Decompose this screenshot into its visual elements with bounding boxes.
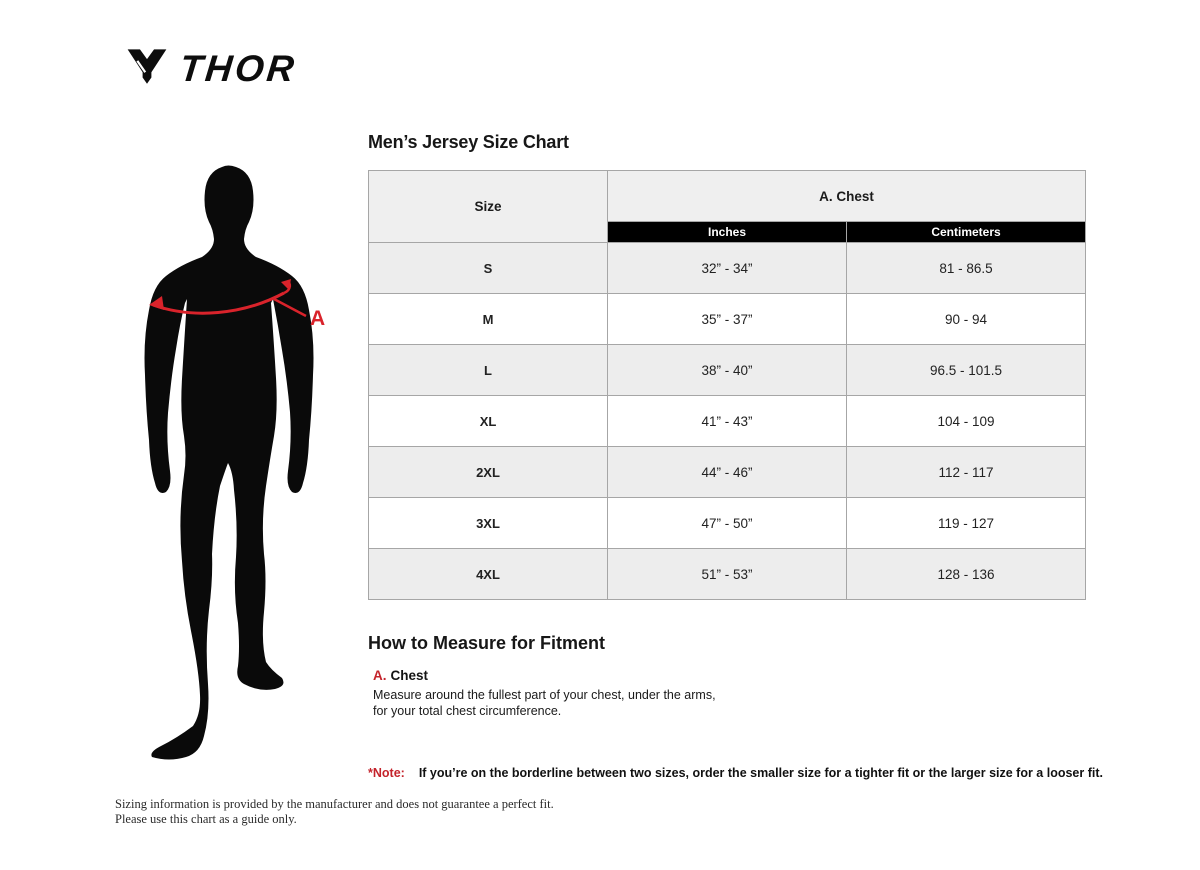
cm-cell: 96.5 - 101.5 [847,345,1086,396]
table-row [369,294,1086,345]
disclaimer-line-1: Sizing information is provided by the manufacturer and does not guarantee a perfect fit. [115,797,554,811]
col-header-centimeters: Centimeters [847,222,1086,243]
inches-cell: 44” - 46” [608,447,847,498]
col-header-inches: Inches [608,222,847,243]
note-label: *Note: [368,766,405,780]
size-cell: 4XL [369,549,608,600]
measure-item-letter: A. [373,668,387,683]
inches-cell: 51” - 53” [608,549,847,600]
size-cell: XL [369,396,608,447]
measurement-figure [138,165,338,765]
measure-item-description: Measure around the fullest part of your chest, under the arms, for your total chest circumference. [373,688,716,718]
table-row [369,345,1086,396]
inches-cell: 38” - 40” [608,345,847,396]
inches-cell: 32” - 34” [608,243,847,294]
sizing-note [368,766,1103,780]
measure-item-name: Chest [390,668,429,683]
cm-cell: 104 - 109 [847,396,1086,447]
thor-horns-icon [125,46,169,88]
note-text: If you’re on the borderline between two sizes, order the smaller size for a tighter fit or the larger size for a looser fit. [418,766,1103,780]
col-header-chest: A. Chest [608,171,1086,222]
measure-item-chest [373,668,428,683]
size-cell: M [369,294,608,345]
disclaimer-line-2: Please use this chart as a guide only. [115,812,297,826]
table-row [369,447,1086,498]
disclaimer [115,797,554,827]
brand-logo [125,44,297,90]
table-row [369,396,1086,447]
size-cell: 2XL [369,447,608,498]
inches-cell: 47” - 50” [608,498,847,549]
cm-cell: 81 - 86.5 [847,243,1086,294]
table-row [369,498,1086,549]
size-chart-title: Men’s Jersey Size Chart [368,132,569,152]
table-row [369,243,1086,294]
male-silhouette [138,165,338,765]
cm-cell: 90 - 94 [847,294,1086,345]
size-cell: S [369,243,608,294]
cm-cell: 119 - 127 [847,498,1086,549]
measure-section-heading: How to Measure for Fitment [368,633,606,653]
brand-wordmark: THOR [177,47,299,89]
inches-cell: 41” - 43” [608,396,847,447]
table-row [369,549,1086,600]
inches-cell: 35” - 37” [608,294,847,345]
size-cell: 3XL [369,498,608,549]
size-cell: L [369,345,608,396]
cm-cell: 128 - 136 [847,549,1086,600]
chest-label-a: A [310,307,326,330]
cm-cell: 112 - 117 [847,447,1086,498]
size-chart-table [368,170,1086,600]
col-header-size: Size [369,171,608,243]
